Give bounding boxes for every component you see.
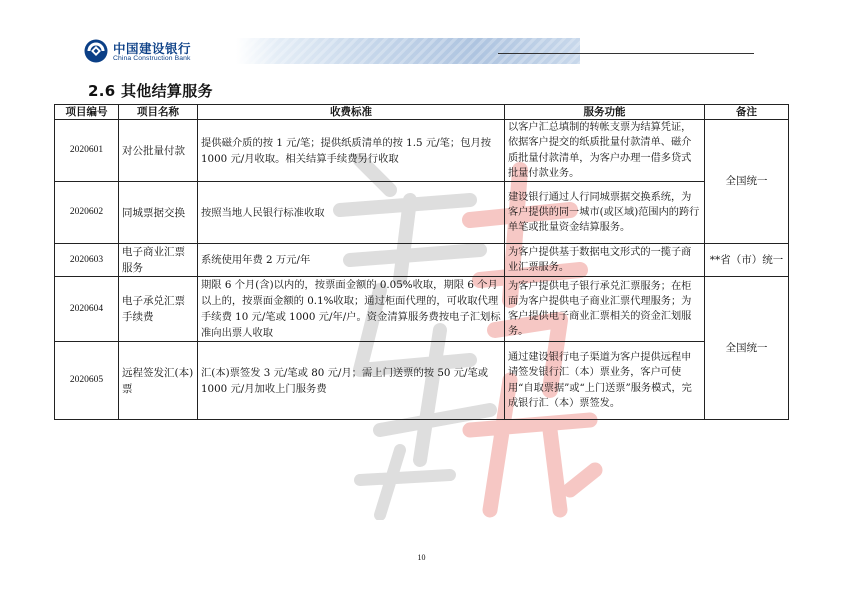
header-code: 项目编号 [55,105,119,120]
item-function: 通过建设银行电子渠道为客户提供远程申请签发银行汇（本）票业务，客户可使用“自取票据”或“上门送票”服务模式，完成银行汇（本）票签发。 [505,342,705,420]
section-title: 2.6 其他结算服务 [88,82,213,100]
table-header-row [55,105,789,120]
logo-chinese-name: 中国建设银行 [113,41,192,56]
table-row [55,244,789,277]
item-function: 为客户提供电子银行承兑汇票服务；在柜面为客户提供电子商业汇票代理服务；为客户提供电子商业汇票相关的资金汇划服务。 [505,277,705,342]
fee-table [54,104,789,420]
table-row [55,277,789,342]
item-fee: 按照当地人民银行标准收取 [198,182,505,244]
item-name: 电子商业汇票服务 [119,244,198,277]
item-name: 同城票据交换 [119,182,198,244]
table-row [55,342,789,420]
item-code: 2020605 [55,342,119,420]
item-name: 对公批量付款 [119,120,198,182]
table-row [55,120,789,182]
item-name: 电子承兑汇票手续费 [119,277,198,342]
item-fee: 系统使用年费 2 万元/年 [198,244,505,277]
page-number: 10 [417,553,426,562]
header-fee: 收费标准 [198,105,505,120]
item-note: 全国统一 [705,120,789,244]
header-name: 项目名称 [119,105,198,120]
item-code: 2020602 [55,182,119,244]
header-rule [498,53,754,54]
ccb-logo-icon [84,39,108,63]
item-code: 2020603 [55,244,119,277]
item-fee: 期限 6 个月(含)以内的，按票面金额的 0.05%收取，期限 6 个月以上的，按票面金额的 0.1%收取；通过柜面代理的，可收取代理手续费 10 元/笔或 1000 元/年/户。资金清算服务费按电子汇划标准向出票人收取 [198,277,505,342]
item-name: 远程签发汇(本)票 [119,342,198,420]
item-function: 建设银行通过人行同城票据交换系统，为客户提供的同一城市(或区域)范围内的跨行单笔或批量资金结算服务。 [505,182,705,244]
item-function: 以客户汇总填制的转帐支票为结算凭证，依据客户提交的纸质批量付款清单、磁介质批量付款清单，为客户办理一借多贷式批量付款业务。 [505,120,705,182]
logo-english-name: China Construction Bank [113,55,191,62]
item-code: 2020604 [55,277,119,342]
item-fee: 提供磁介质的按 1 元/笔；提供纸质清单的按 1.5 元/笔；包月按 1000 元/月收取。相关结算手续费另行收取 [198,120,505,182]
table-row [55,182,789,244]
item-note: 全国统一 [705,277,789,420]
item-code: 2020601 [55,120,119,182]
header-function: 服务功能 [505,105,705,120]
header-decorative-band [236,38,580,64]
page-header [84,36,498,66]
item-fee: 汇(本)票签发 3 元/笔或 80 元/月；需上门送票的按 50 元/笔或 1000 元/月加收上门服务费 [198,342,505,420]
header-note: 备注 [705,105,789,120]
item-function: 为客户提供基于数据电文形式的一揽子商业汇票服务。 [505,244,705,277]
item-note: **省（市）统一 [705,244,789,277]
